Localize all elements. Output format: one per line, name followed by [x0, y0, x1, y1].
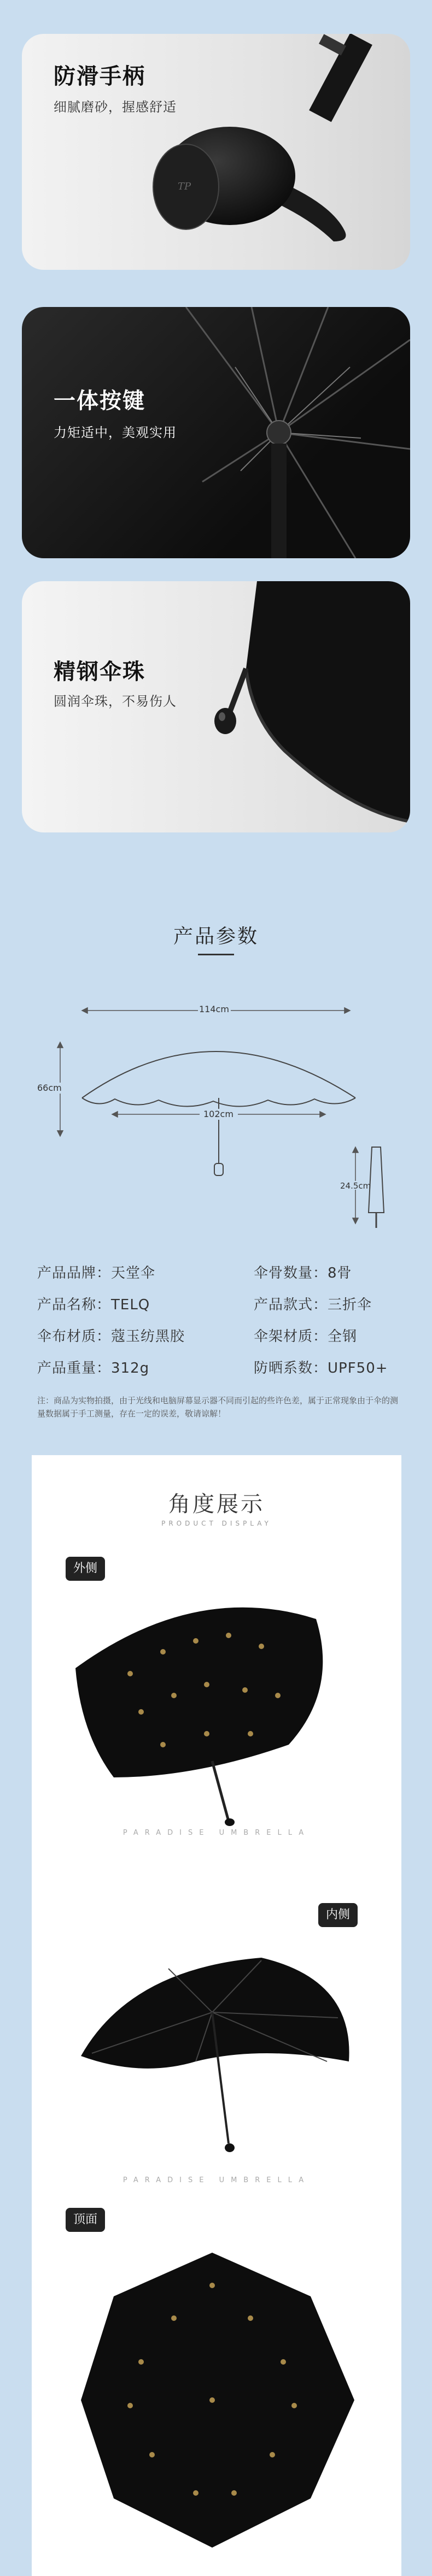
umbrella-dimension-diagram	[22, 983, 416, 1234]
brand-watermark: PARADISE UMBRELLA	[122, 2176, 311, 2184]
spec-item: 伞布材质：蔻玉纺黑胶	[37, 1328, 185, 1345]
feature-card-button	[22, 307, 410, 558]
spec-item: 产品款式：三折伞	[254, 1297, 372, 1313]
svg-text:TP: TP	[178, 181, 191, 192]
view-tag-outside: 外侧	[66, 1557, 105, 1581]
handle-image	[22, 34, 410, 270]
view-tag-inside: 内侧	[318, 1903, 358, 1927]
umbrella-outside-image	[32, 1581, 401, 1827]
angle-title: 角度展示	[168, 1492, 265, 1517]
disclaimer-note: 注：商品为实物拍摄，由于光线和电脑屏幕显示器不同而引起的些许色差，属于正常现象由于伞的测量数据属于手工测量，存在一定的误差，敬请谅解！	[37, 1396, 399, 1419]
feature-subtitle: 圆润伞珠，不易伤人	[54, 694, 177, 709]
spec-item: 产品品牌：天堂伞	[37, 1265, 156, 1281]
dim-inner-width: 102cm	[203, 1109, 233, 1119]
spec-item: 产品重量：312g	[37, 1360, 150, 1376]
feature-subtitle: 力矩适中，美观实用	[54, 425, 177, 440]
feature-subtitle: 细腻磨砂，握感舒适	[54, 99, 177, 115]
angle-display-section	[32, 1455, 401, 2576]
dim-folded-length: 24.5cm	[340, 1181, 371, 1191]
brand-watermark: PARADISE UMBRELLA	[122, 1829, 311, 1837]
feature-card-tip	[22, 581, 410, 832]
title-underline	[198, 954, 234, 955]
spec-item: 伞架材质：全钢	[254, 1328, 358, 1345]
feature-card-handle	[22, 34, 410, 270]
feature-title: 防滑手柄	[54, 64, 145, 89]
dim-height: 66cm	[37, 1083, 62, 1093]
feature-title: 精钢伞珠	[54, 659, 145, 684]
spec-item: 产品名称：TELQ	[37, 1297, 150, 1313]
dim-width: 114cm	[199, 1004, 229, 1014]
spec-item: 防晒系数：UPF50+	[254, 1360, 388, 1376]
angle-subtitle: PRODUCT DISPLAY	[161, 1520, 272, 1527]
view-tag-top: 顶面	[66, 2208, 105, 2232]
params-title: 产品参数	[173, 925, 259, 948]
spec-item: 伞骨数量：8骨	[254, 1265, 352, 1281]
umbrella-inside-image	[32, 1936, 401, 2182]
feature-title: 一体按键	[54, 388, 145, 413]
umbrella-top-image	[32, 2242, 401, 2569]
